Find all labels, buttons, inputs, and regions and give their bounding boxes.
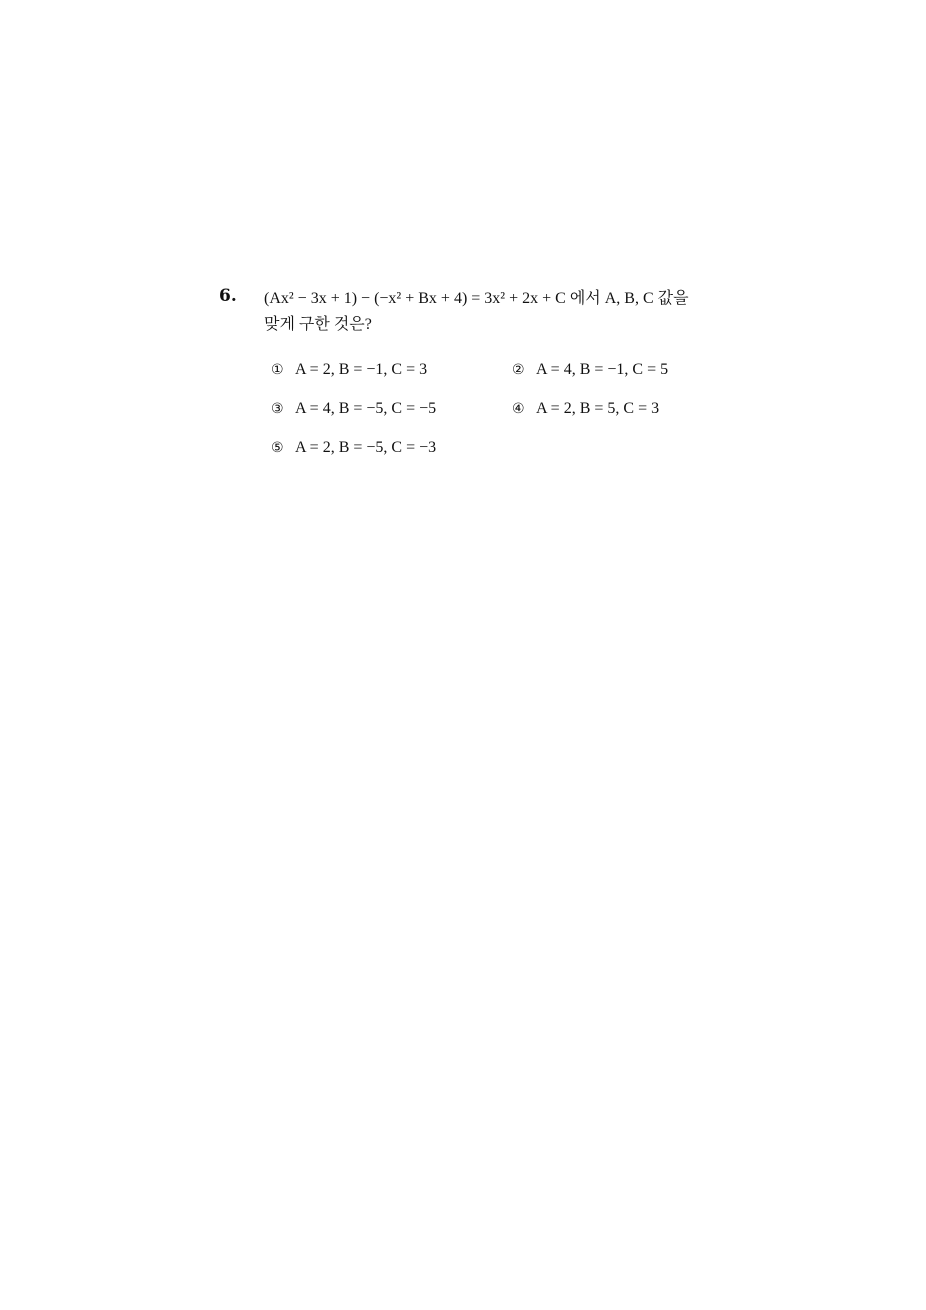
- question-stem-line-2: 맞게 구한 것은?: [264, 316, 372, 333]
- choice-5[interactable]: [271, 438, 436, 458]
- question-stem-line-1: (Ax² − 3x + 1) − (−x² + Bx + 4) = 3x² + 2x + C 에서 A, B, C 값을: [264, 290, 689, 307]
- choice-5-text: A = 2, B = −5, C = −3: [295, 439, 437, 456]
- choice-4-text: A = 2, B = 5, C = 3: [536, 400, 660, 417]
- question-stem: [264, 286, 744, 338]
- choice-1[interactable]: [271, 360, 427, 380]
- choice-3[interactable]: [271, 399, 436, 419]
- choice-5-marker: ⑤: [271, 440, 284, 456]
- choice-2[interactable]: [512, 360, 668, 380]
- choice-2-text: A = 4, B = −1, C = 5: [536, 361, 669, 378]
- choice-1-marker: ①: [271, 362, 284, 378]
- choice-4-marker: ④: [512, 401, 525, 417]
- choice-3-marker: ③: [271, 401, 284, 417]
- question-number: 6.: [219, 286, 237, 306]
- choice-3-text: A = 4, B = −5, C = −5: [295, 400, 437, 417]
- choice-1-text: A = 2, B = −1, C = 3: [295, 361, 428, 378]
- choice-2-marker: ②: [512, 362, 525, 378]
- choice-4[interactable]: [512, 399, 659, 419]
